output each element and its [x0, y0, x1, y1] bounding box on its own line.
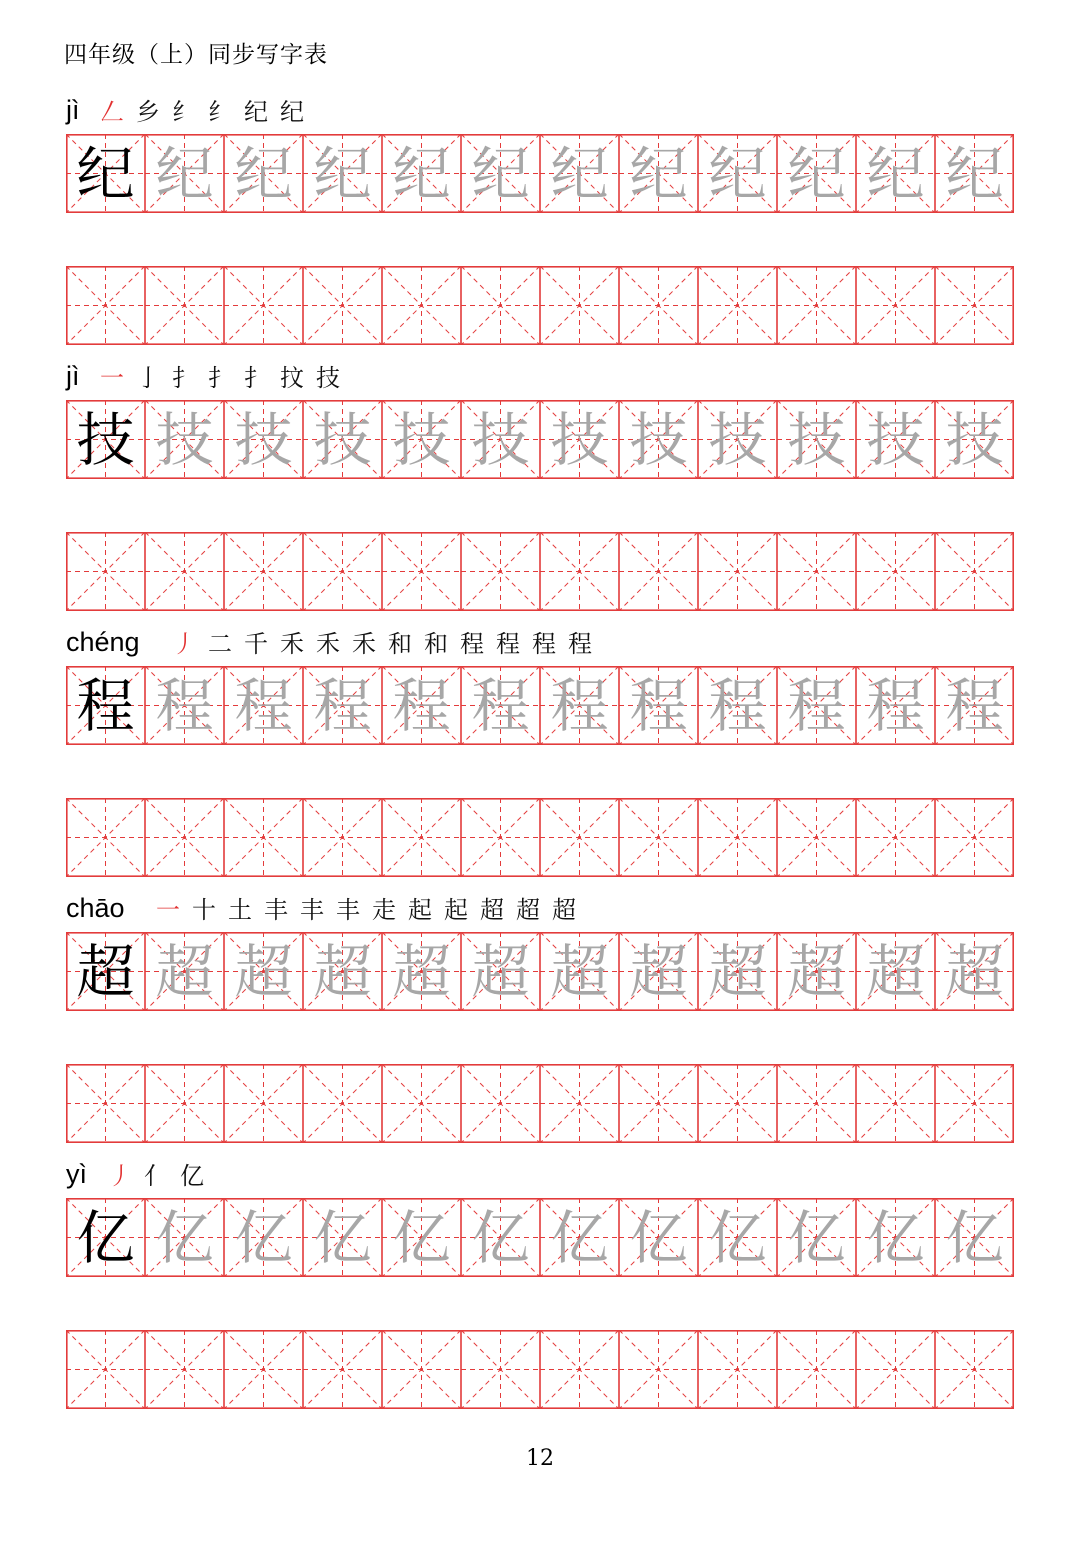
stroke-step	[244, 366, 268, 390]
practice-row[interactable]	[66, 798, 1015, 877]
stroke-glyph: 一	[100, 364, 124, 392]
stroke-glyph: 丰	[336, 896, 360, 924]
model-character: 程	[76, 671, 135, 740]
practice-row[interactable]	[66, 1064, 1015, 1143]
pinyin: jì	[66, 95, 80, 125]
trace-character: 程	[945, 671, 1004, 740]
trace-character: 亿	[787, 1203, 846, 1272]
stroke-step	[180, 1164, 204, 1188]
trace-character: 纪	[550, 139, 609, 208]
trace-character: 程	[471, 671, 530, 740]
trace-character: 纪	[471, 139, 530, 208]
stroke-glyph: 土	[228, 896, 252, 924]
stroke-glyph: 禾	[280, 630, 304, 658]
trace-character: 程	[234, 671, 293, 740]
stroke-glyph: 纪	[280, 98, 304, 126]
trace-character: 超	[708, 937, 767, 1006]
trace-character: 亿	[392, 1203, 451, 1272]
trace-character: 纪	[392, 139, 451, 208]
stroke-step	[208, 100, 232, 124]
trace-character: 亿	[155, 1203, 214, 1272]
trace-character: 程	[550, 671, 609, 740]
stroke-order	[108, 1164, 204, 1188]
stroke-order	[100, 100, 304, 124]
practice-row[interactable]	[66, 266, 1015, 345]
trace-character: 纪	[155, 139, 214, 208]
pinyin: chéng	[66, 627, 140, 657]
pinyin: chāo	[66, 893, 125, 923]
stroke-step	[280, 100, 304, 124]
trace-character: 程	[866, 671, 925, 740]
trace-character: 纪	[787, 139, 846, 208]
stroke-glyph: 纪	[244, 98, 268, 126]
stroke-order	[172, 632, 592, 656]
character-header	[66, 1148, 1015, 1192]
tracing-row	[66, 666, 1015, 745]
page-number: 12	[526, 1446, 554, 1471]
stroke-step	[316, 366, 340, 390]
stroke-step	[388, 632, 412, 656]
stroke-glyph: 二	[208, 630, 232, 658]
stroke-glyph: 走	[372, 896, 396, 924]
stroke-glyph: 程	[496, 630, 520, 658]
character-header	[66, 616, 1015, 660]
trace-character: 技	[708, 405, 767, 474]
stroke-glyph: 起	[408, 896, 432, 924]
stroke-step	[568, 632, 592, 656]
stroke-step	[336, 898, 360, 922]
stroke-glyph: 超	[552, 896, 576, 924]
practice-row[interactable]	[66, 1330, 1015, 1409]
stroke-glyph: 一	[156, 896, 180, 924]
stroke-glyph: 扌	[208, 364, 232, 392]
character-header	[66, 350, 1015, 394]
trace-character: 程	[787, 671, 846, 740]
stroke-step	[172, 100, 196, 124]
trace-character: 超	[866, 937, 925, 1006]
character-header	[66, 882, 1015, 926]
stroke-step	[108, 1164, 132, 1188]
trace-character: 亿	[550, 1203, 609, 1272]
stroke-step	[480, 898, 504, 922]
stroke-step	[172, 366, 196, 390]
stroke-step	[372, 898, 396, 922]
trace-character: 亿	[471, 1203, 530, 1272]
trace-character: 超	[392, 937, 451, 1006]
stroke-step	[532, 632, 556, 656]
trace-character: 技	[550, 405, 609, 474]
stroke-glyph: 技	[316, 364, 340, 392]
practice-row[interactable]	[66, 532, 1015, 611]
trace-character: 超	[155, 937, 214, 1006]
trace-character: 亿	[945, 1203, 1004, 1272]
trace-character: 技	[945, 405, 1004, 474]
trace-character: 亿	[234, 1203, 293, 1272]
character-header	[66, 84, 1015, 128]
trace-character: 超	[787, 937, 846, 1006]
stroke-glyph: 十	[192, 896, 216, 924]
model-character: 超	[76, 937, 135, 1006]
stroke-glyph: 程	[532, 630, 556, 658]
pinyin: yì	[66, 1159, 88, 1189]
trace-character: 亿	[708, 1203, 767, 1272]
stroke-glyph: 纟	[208, 98, 232, 126]
stroke-glyph: 和	[424, 630, 448, 658]
stroke-glyph: 丿	[172, 630, 196, 658]
stroke-step	[264, 898, 288, 922]
trace-character: 超	[945, 937, 1004, 1006]
trace-character: 程	[392, 671, 451, 740]
stroke-glyph: 纟	[172, 98, 196, 126]
trace-character: 超	[471, 937, 530, 1006]
trace-character: 技	[392, 405, 451, 474]
stroke-glyph: 丰	[264, 896, 288, 924]
tracing-row	[66, 400, 1015, 479]
trace-character: 亿	[866, 1203, 925, 1272]
stroke-step	[172, 632, 196, 656]
model-character: 纪	[76, 139, 135, 208]
trace-character: 纪	[234, 139, 293, 208]
trace-character: 纪	[708, 139, 767, 208]
stroke-step	[424, 632, 448, 656]
stroke-step	[244, 100, 268, 124]
stroke-step	[496, 632, 520, 656]
stroke-step	[192, 898, 216, 922]
trace-character: 超	[313, 937, 372, 1006]
stroke-glyph: 乡	[136, 98, 160, 126]
trace-character: 纪	[313, 139, 372, 208]
stroke-step	[208, 366, 232, 390]
trace-character: 纪	[866, 139, 925, 208]
stroke-glyph: 千	[244, 630, 268, 658]
stroke-step	[280, 366, 304, 390]
trace-character: 程	[629, 671, 688, 740]
stroke-step	[316, 632, 340, 656]
stroke-step	[300, 898, 324, 922]
trace-character: 纪	[945, 139, 1004, 208]
model-character: 亿	[76, 1203, 135, 1272]
stroke-step	[460, 632, 484, 656]
trace-character: 亿	[629, 1203, 688, 1272]
pinyin: jì	[66, 361, 80, 391]
trace-character: 程	[708, 671, 767, 740]
stroke-glyph: 亻	[144, 1162, 168, 1190]
stroke-step	[136, 366, 160, 390]
stroke-step	[516, 898, 540, 922]
stroke-step	[156, 898, 180, 922]
stroke-step	[280, 632, 304, 656]
stroke-glyph: 丰	[300, 896, 324, 924]
stroke-step	[228, 898, 252, 922]
model-character: 技	[76, 405, 135, 474]
stroke-glyph: 起	[444, 896, 468, 924]
trace-character: 亿	[313, 1203, 372, 1272]
stroke-step	[136, 100, 160, 124]
stroke-glyph: 超	[480, 896, 504, 924]
trace-character: 超	[234, 937, 293, 1006]
stroke-glyph: 和	[388, 630, 412, 658]
stroke-order	[156, 898, 576, 922]
stroke-glyph: 超	[516, 896, 540, 924]
trace-character: 技	[155, 405, 214, 474]
stroke-glyph: 禾	[316, 630, 340, 658]
trace-character: 纪	[629, 139, 688, 208]
stroke-step	[408, 898, 432, 922]
stroke-step	[208, 632, 232, 656]
tracing-row	[66, 932, 1015, 1011]
stroke-glyph: 程	[460, 630, 484, 658]
stroke-glyph: 扌	[244, 364, 268, 392]
stroke-step	[552, 898, 576, 922]
character-block	[66, 1148, 1015, 1548]
stroke-step	[444, 898, 468, 922]
stroke-glyph: 扌	[172, 364, 196, 392]
stroke-step	[244, 632, 268, 656]
stroke-step	[144, 1164, 168, 1188]
trace-character: 技	[866, 405, 925, 474]
trace-character: 程	[155, 671, 214, 740]
stroke-glyph: 𠃋	[100, 98, 124, 126]
stroke-glyph: 抆	[280, 364, 304, 392]
trace-character: 技	[471, 405, 530, 474]
stroke-step	[100, 100, 124, 124]
stroke-glyph: 程	[568, 630, 592, 658]
stroke-step	[100, 366, 124, 390]
trace-character: 技	[313, 405, 372, 474]
stroke-order	[100, 366, 340, 390]
stroke-glyph: 禾	[352, 630, 376, 658]
stroke-glyph: 亅	[136, 364, 160, 392]
trace-character: 程	[313, 671, 372, 740]
page-title: 四年级（上）同步写字表	[64, 42, 328, 68]
stroke-glyph: 丿	[108, 1162, 132, 1190]
stroke-glyph: 亿	[180, 1162, 204, 1190]
trace-character: 技	[629, 405, 688, 474]
trace-character: 技	[234, 405, 293, 474]
stroke-step	[352, 632, 376, 656]
trace-character: 超	[629, 937, 688, 1006]
tracing-row	[66, 134, 1015, 213]
tracing-row	[66, 1198, 1015, 1277]
trace-character: 技	[787, 405, 846, 474]
trace-character: 超	[550, 937, 609, 1006]
